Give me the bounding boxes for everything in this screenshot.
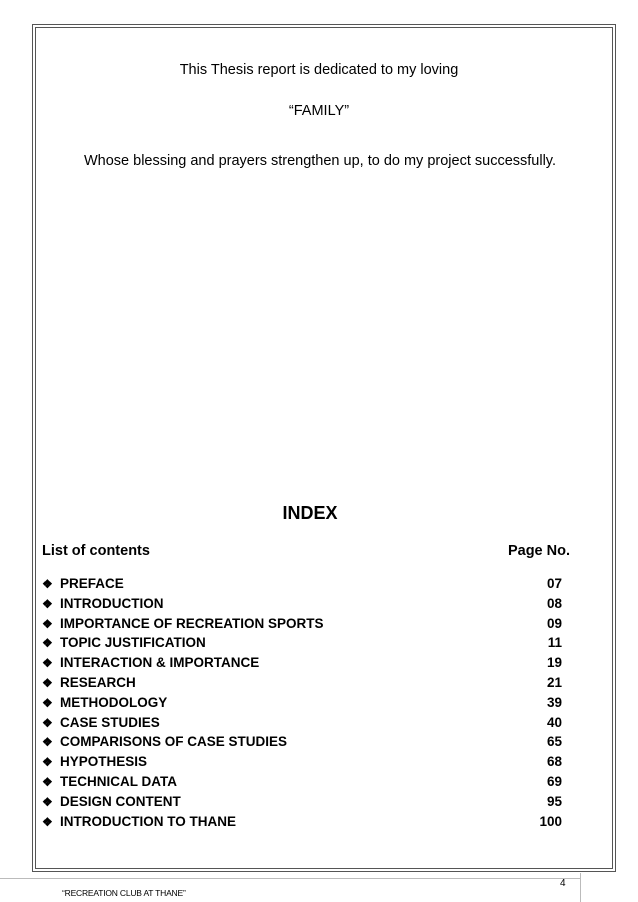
index-title: INDEX	[282, 503, 338, 523]
toc-item-page: 40	[546, 714, 562, 730]
diamond-bullet-icon: ❖	[42, 715, 53, 730]
toc-item-page: 39	[546, 694, 562, 710]
toc-item-label: INTERACTION & IMPORTANCE	[60, 655, 260, 671]
toc-item-label: CASE STUDIES	[60, 714, 160, 730]
toc-item	[42, 732, 572, 752]
toc-item	[42, 614, 572, 634]
toc-item	[42, 633, 572, 653]
list-of-contents-label: List of contents	[42, 543, 150, 559]
dedication-family: “FAMILY”	[288, 103, 350, 119]
toc-item-label: IMPORTANCE OF RECREATION SPORTS	[60, 615, 324, 631]
toc-item-page: 69	[546, 773, 562, 789]
diamond-bullet-icon: ❖	[42, 596, 53, 611]
toc-item-label: HYPOTHESIS	[60, 754, 148, 770]
toc-item	[42, 693, 572, 713]
toc-item-page: 11	[547, 635, 562, 651]
toc-item-page: 68	[546, 754, 562, 770]
diamond-bullet-icon: ❖	[42, 636, 53, 651]
toc-item-page: 08	[546, 595, 562, 611]
toc-item	[42, 574, 572, 594]
toc-item	[42, 772, 572, 792]
page-number-divider	[580, 873, 581, 902]
diamond-bullet-icon: ❖	[42, 814, 53, 829]
toc-item-label: INTRODUCTION	[60, 595, 164, 611]
toc-item-page: 19	[546, 655, 562, 671]
toc-item	[42, 653, 572, 673]
table-of-contents	[42, 574, 572, 831]
toc-item	[42, 752, 572, 772]
toc-item-label: DESIGN CONTENT	[60, 793, 181, 809]
list-header	[42, 543, 572, 559]
diamond-bullet-icon: ❖	[42, 735, 53, 750]
diamond-bullet-icon: ❖	[42, 656, 53, 671]
diamond-bullet-icon: ❖	[42, 675, 53, 690]
page-number: 4	[560, 878, 566, 889]
diamond-bullet-icon: ❖	[42, 616, 53, 631]
toc-item-label: TOPIC JUSTIFICATION	[60, 635, 206, 651]
toc-item	[42, 594, 572, 614]
toc-item-page: 100	[539, 813, 562, 829]
toc-item-page: 07	[546, 576, 562, 591]
toc-item-label: COMPARISONS OF CASE STUDIES	[60, 734, 288, 750]
toc-item	[42, 713, 572, 733]
diamond-bullet-icon: ❖	[42, 794, 53, 809]
diamond-bullet-icon: ❖	[42, 577, 53, 591]
toc-item	[42, 812, 572, 832]
page-no-label: Page No.	[507, 543, 570, 559]
toc-item-label: TECHNICAL DATA	[60, 773, 177, 789]
diamond-bullet-icon: ❖	[42, 695, 53, 710]
toc-item-page: 09	[546, 615, 562, 631]
toc-item-label: INTRODUCTION TO THANE	[60, 813, 236, 829]
diamond-bullet-icon: ❖	[42, 755, 53, 770]
toc-item-page: 65	[546, 734, 562, 750]
toc-item-label: RESEARCH	[60, 674, 136, 690]
footer-text: “RECREATION CLUB AT THANE”	[62, 888, 186, 898]
toc-item	[42, 792, 572, 812]
toc-item-page: 95	[546, 793, 562, 809]
toc-item-page: 21	[546, 674, 562, 690]
footer-rule	[0, 878, 580, 879]
dedication-line: This Thesis report is dedicated to my loving	[179, 62, 459, 78]
toc-item-label: PREFACE	[60, 576, 124, 591]
diamond-bullet-icon: ❖	[42, 774, 53, 789]
toc-item	[42, 673, 572, 693]
toc-item-label: METHODOLOGY	[60, 694, 168, 710]
dedication-paragraph: Whose blessing and prayers strengthen up, to do my project successfully.	[83, 153, 557, 169]
